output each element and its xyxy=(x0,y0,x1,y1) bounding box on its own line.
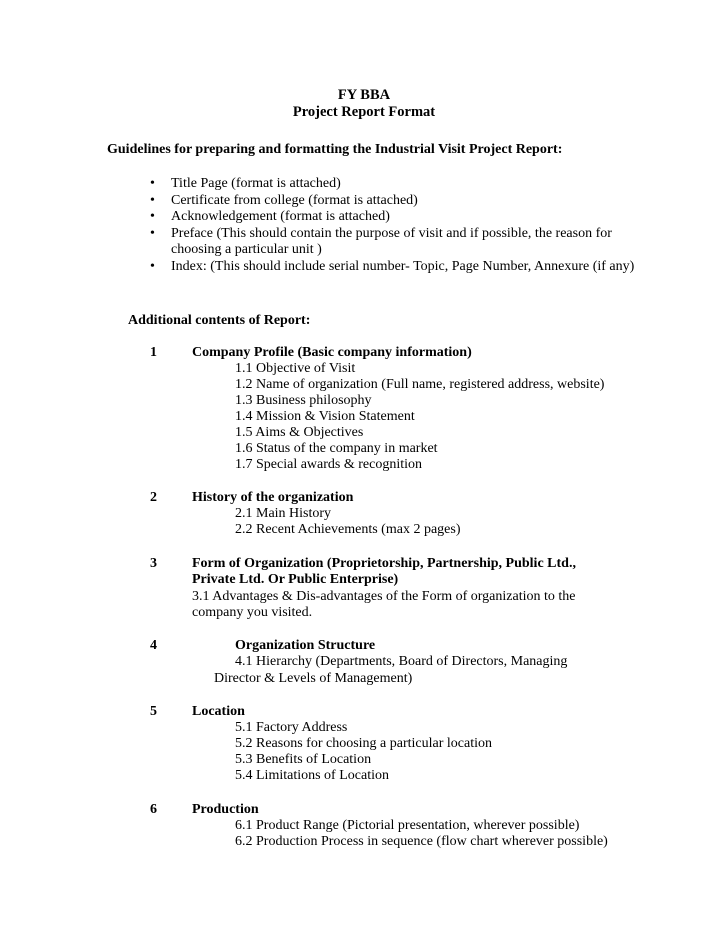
section-3-number: 3 xyxy=(150,556,157,571)
section-1-item: 1.4 Mission & Vision Statement xyxy=(235,409,415,424)
section-6-heading: Production xyxy=(192,802,259,817)
section-4-body-line-1: 4.1 Hierarchy (Departments, Board of Directors, Managing xyxy=(235,654,568,669)
additional-heading: Additional contents of Report: xyxy=(128,313,311,328)
section-1-number: 1 xyxy=(150,345,157,360)
section-1-item: 1.3 Business philosophy xyxy=(235,393,372,408)
section-4-number: 4 xyxy=(150,638,157,653)
section-2-item: 2.2 Recent Achievements (max 2 pages) xyxy=(235,522,461,537)
section-1-item: 1.2 Name of organization (Full name, registered address, website) xyxy=(235,377,605,392)
title-line-1: FY BBA xyxy=(337,87,391,103)
section-1-item: 1.1 Objective of Visit xyxy=(235,361,356,376)
list-item: • Acknowledgement (format is attached) xyxy=(150,209,650,226)
section-2-item: 2.1 Main History xyxy=(235,506,332,521)
title-line-2: Project Report Format xyxy=(292,104,436,120)
section-3-body-line-1: 3.1 Advantages & Dis-advantages of the Form of organization to the xyxy=(192,589,576,604)
section-2-number: 2 xyxy=(150,490,157,505)
section-2-heading: History of the organization xyxy=(192,490,354,505)
section-3-body-line-2: company you visited. xyxy=(192,605,313,620)
section-1-item: 1.5 Aims & Objectives xyxy=(235,425,364,440)
section-1-item: 1.7 Special awards & recognition xyxy=(235,457,423,472)
section-6-number: 6 xyxy=(150,802,157,817)
guidelines-list xyxy=(150,176,650,275)
section-5-item: 5.3 Benefits of Location xyxy=(235,752,372,767)
list-item: • Certificate from college (format is attached) xyxy=(150,193,650,210)
section-5-item: 5.2 Reasons for choosing a particular location xyxy=(235,736,492,751)
section-4-heading: Organization Structure xyxy=(235,638,376,653)
section-5-item: 5.4 Limitations of Location xyxy=(235,768,389,783)
section-6-item: 6.1 Product Range (Pictorial presentation, wherever possible) xyxy=(235,818,580,833)
section-3-heading-line-2: Private Ltd. Or Public Enterprise) xyxy=(192,572,399,587)
list-item: • Index: (This should include serial number- Topic, Page Number, Annexure (if any) xyxy=(150,259,650,276)
section-5-item: 5.1 Factory Address xyxy=(235,720,348,735)
section-3-heading-line-1: Form of Organization (Proprietorship, Partnership, Public Ltd., xyxy=(192,556,576,571)
guidelines-heading: Guidelines for preparing and formatting the Industrial Visit Project Report: xyxy=(107,142,563,157)
section-5-heading: Location xyxy=(192,704,245,719)
section-4-body-line-2: Director & Levels of Management) xyxy=(214,671,413,686)
list-item: • Title Page (format is attached) xyxy=(150,176,650,193)
section-6-item: 6.2 Production Process in sequence (flow chart wherever possible) xyxy=(235,834,608,849)
section-1-heading: Company Profile (Basic company information) xyxy=(192,345,472,360)
list-item: • Preface (This should contain the purpose of visit and if possible, the reason for choosing a particular unit ) xyxy=(150,226,650,259)
section-1-item: 1.6 Status of the company in market xyxy=(235,441,438,456)
section-5-number: 5 xyxy=(150,704,157,719)
